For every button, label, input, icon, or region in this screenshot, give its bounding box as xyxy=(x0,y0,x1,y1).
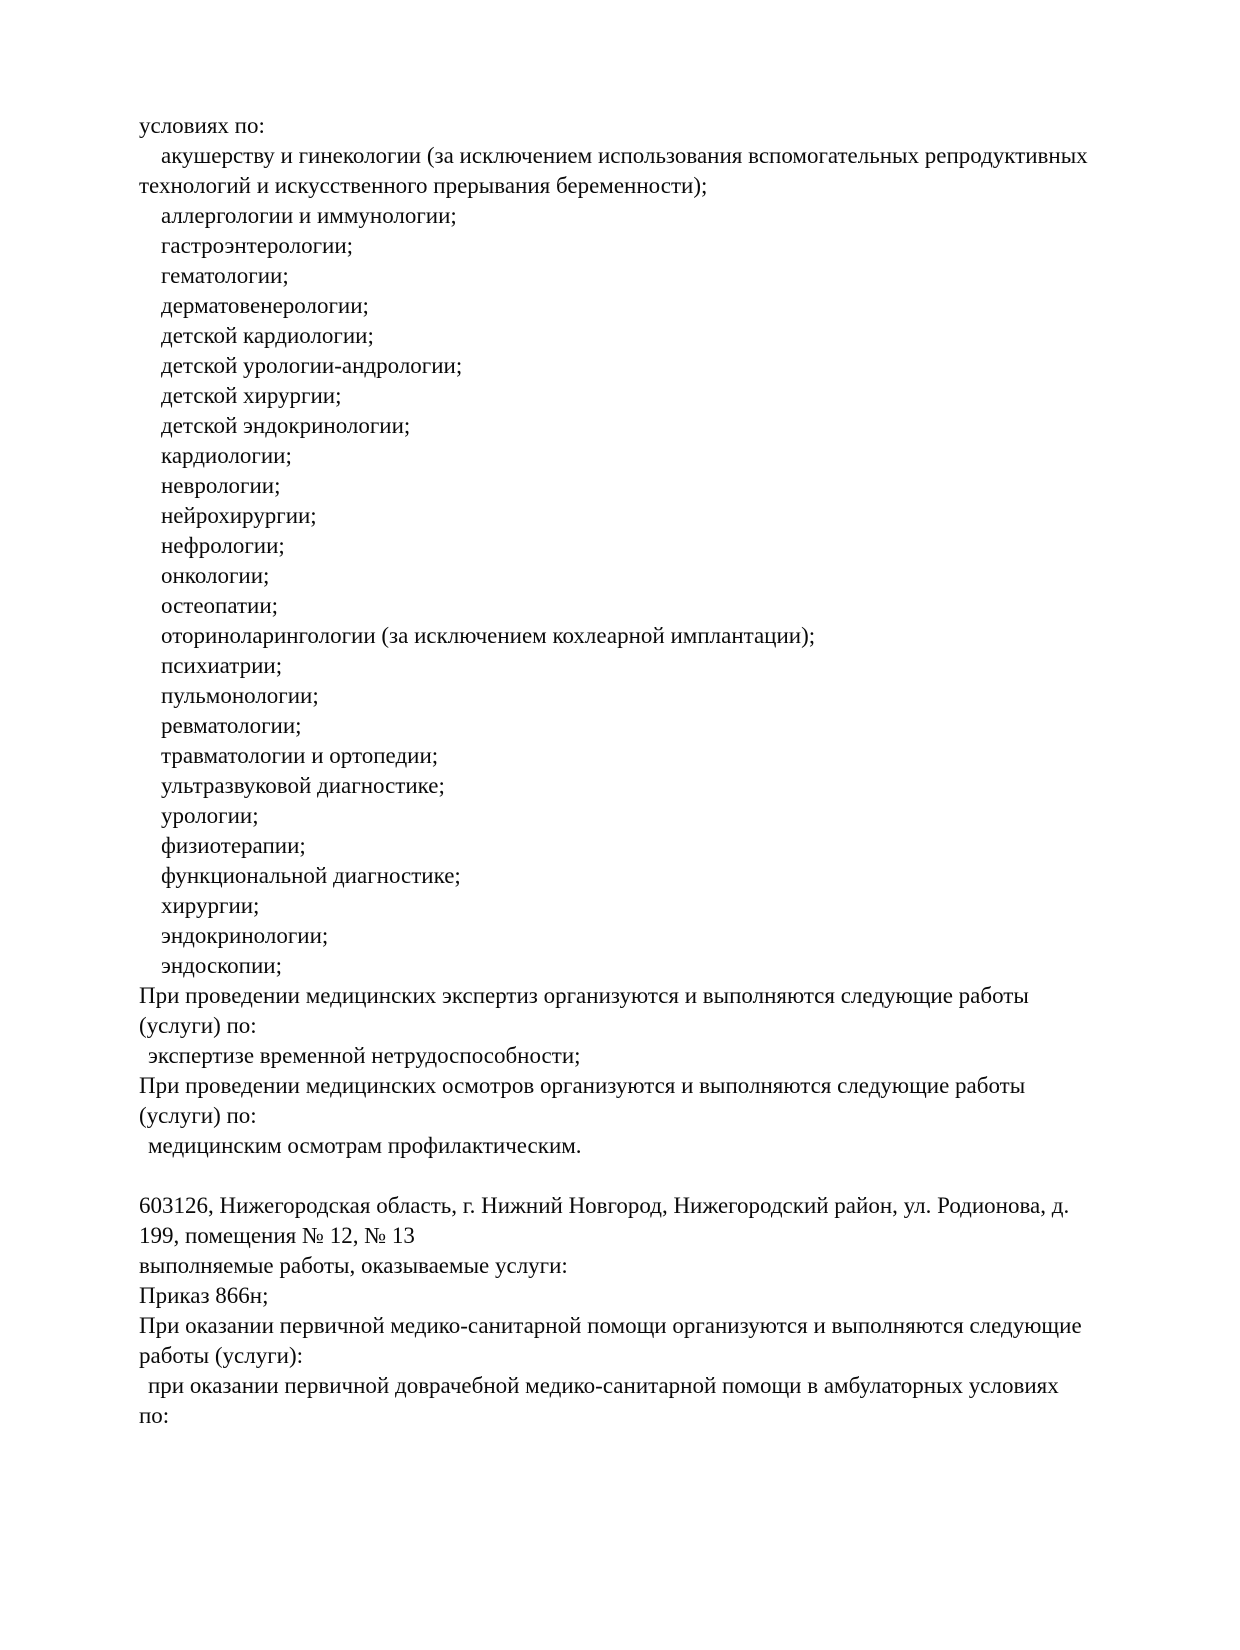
text-line: детской хирургии; xyxy=(161,383,342,408)
text-line: ультразвуковой диагностике; xyxy=(161,773,445,798)
text-line: условиях по: xyxy=(139,113,265,138)
text-line: нейрохирургии; xyxy=(161,503,317,528)
text-line: медицинским осмотрам профилактическим. xyxy=(148,1133,582,1158)
text-line: ревматологии; xyxy=(161,713,302,738)
text-line: работы (услуги): xyxy=(139,1343,303,1368)
text-line: неврологии; xyxy=(161,473,281,498)
text-line: психиатрии; xyxy=(161,653,283,678)
text-line: оториноларингологии (за исключением кохлеарной имплантации); xyxy=(161,623,816,648)
document-text xyxy=(139,111,1119,1431)
text-line xyxy=(139,1161,1119,1191)
text-line: (услуги) по: xyxy=(139,1103,257,1128)
text-line: остеопатии; xyxy=(161,593,279,618)
text-line: выполняемые работы, оказываемые услуги: xyxy=(139,1253,568,1278)
text-line: При оказании первичной медико-санитарной помощи организуются и выполняются следующие xyxy=(139,1313,1082,1338)
text-line: Приказ 866н; xyxy=(139,1283,269,1308)
text-line: нефрологии; xyxy=(161,533,285,558)
text-line: урологии; xyxy=(161,803,259,828)
text-line: по: xyxy=(139,1403,170,1428)
text-line: (услуги) по: xyxy=(139,1013,257,1038)
text-line: хирургии; xyxy=(161,893,260,918)
text-line: дерматовенерологии; xyxy=(161,293,369,318)
text-line: детской урологии-андрологии; xyxy=(161,353,463,378)
text-line: гастроэнтерологии; xyxy=(161,233,354,258)
text-line: экспертизе временной нетрудоспособности; xyxy=(148,1043,581,1068)
text-line: при оказании первичной доврачебной медико-санитарной помощи в амбулаторных условиях xyxy=(148,1373,1059,1398)
text-line: функциональной диагностике; xyxy=(161,863,461,888)
text-line: пульмонологии; xyxy=(161,683,319,708)
text-line: кардиологии; xyxy=(161,443,292,468)
text-line: 199, помещения № 12, № 13 xyxy=(139,1223,415,1248)
text-line: физиотерапии; xyxy=(161,833,306,858)
text-line: онкологии; xyxy=(161,563,270,588)
text-line: акушерству и гинекологии (за исключением использования вспомогательных репродуктивных xyxy=(161,143,1088,168)
text-line: гематологии; xyxy=(161,263,289,288)
text-line: травматологии и ортопедии; xyxy=(161,743,439,768)
text-line: детской эндокринологии; xyxy=(161,413,411,438)
text-line: эндокринологии; xyxy=(161,923,329,948)
text-line: 603126, Нижегородская область, г. Нижний Новгород, Нижегородский район, ул. Родионова, д. xyxy=(139,1193,1070,1218)
text-line: аллергологии и иммунологии; xyxy=(161,203,457,228)
text-line: При проведении медицинских осмотров организуются и выполняются следующие работы xyxy=(139,1073,1026,1098)
text-line: При проведении медицинских экспертиз организуются и выполняются следующие работы xyxy=(139,983,1029,1008)
text-line: эндоскопии; xyxy=(161,953,282,978)
text-line: технологий и искусственного прерывания беременности); xyxy=(139,173,708,198)
text-line: детской кардиологии; xyxy=(161,323,374,348)
